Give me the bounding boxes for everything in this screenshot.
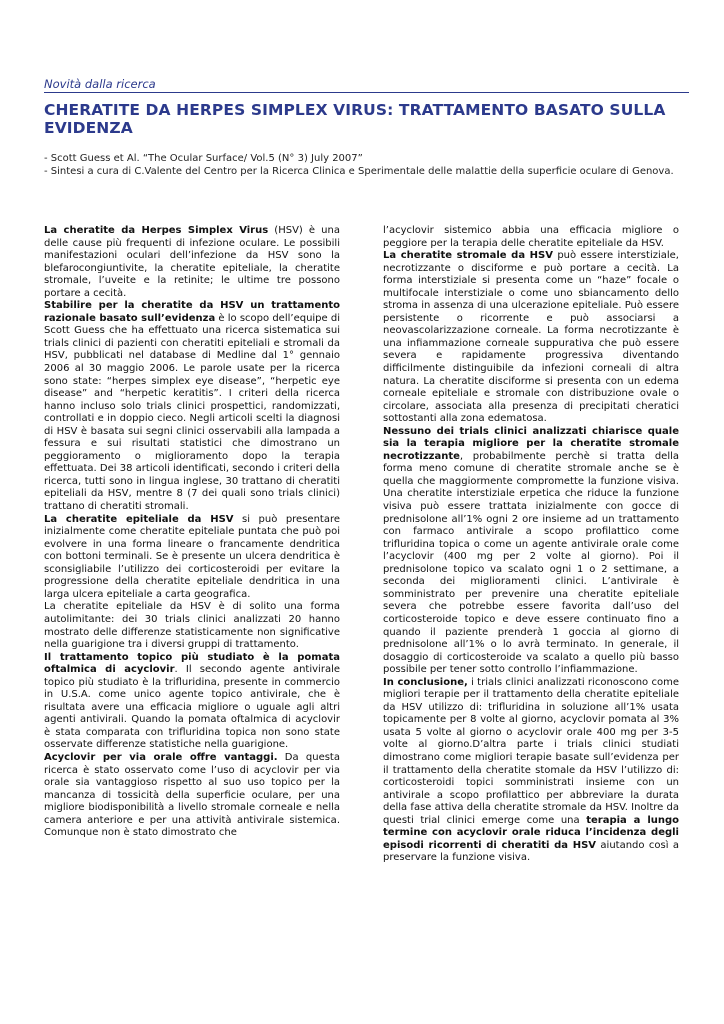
paragraph-oral-acyclovir-cont: l’acyclovir sistemico abbia una efficacia migliore o peggiore per la terapia delle cheratite epiteliale da HSV. bbox=[383, 225, 679, 249]
paragraph-topical-treatment: Il trattamento topico più studiato è la pomata oftalmica di acyclovir. Il secondo agente antivirale topico più studiato è la trifluridina, presente in commercio in U.S.A. come unico agente topico antivirale, che è risultata avere una efficacia migliore o uguale agli altri agenti antivirali. Quando la pomata oftalmica di acyclovir è stata comparata con trifluridina topica non sono state osservate differenze statistiche nella guarigione. bbox=[44, 651, 340, 751]
paragraph-conclusion: In conclusione, i trials clinici analizzati riconoscono come migliori terapie per il trattamento della cheratite epiteliale da HSV utilizzo di: trifluridina in soluzione all’1% usata topicamente per 8 volte al giorno, acyclovir pomata al 3% usata 5 volte al giorno o acyclovir orale 400 mg per 3-5 volte al giorno.D’altra parte i trials clinici studiati dimostrano come migliori terapie basate sull’evidenza per il trattamento della cheratite stomale da HSV l’utilizzo di: corticosteroidi topici somministrati insieme con un antivirale a scopo profilattico per abbreviare la durata della fase attiva della cheratite stromale da HSV. Inoltre da questi trial clinici emerge come una terapia a lungo termine con acyclovir orale riduca l’incidenza degli episodi ricorrenti di cheratiti da HSV aiutando così a preservare la funzione visiva. bbox=[383, 676, 680, 864]
section-header bbox=[44, 78, 689, 93]
left-column bbox=[44, 225, 340, 840]
paragraph-study-method: Stabilire per la cheratite da HSV un trattamento razionale basato sull’evidenza è lo scopo dell’equipe di Scott Guess che ha effettuato una ricerca sistematica sui trials clinici di pazienti con cheratiti epiteliali e stromali da HSV, pubblicati nel database di Medline dal 1° gennaio 2006 al 30 maggio 2006. Le parole usate per la ricerca sono state: “herpes simplex eye disease”, “herpetic eye disease” and “herpetic keratitis”. I criteri della ricerca hanno incluso solo trials clinici prospettici, randomizzati, controllati e in doppio cieco. Negli articoli scelti la diagnosi di HSV è basata sui segni clinici osservabili alla lampada a fessura e sui risultati statistici che dimostrano un peggioramento o miglioramento dopo la terapia effettuata. Dei 38 articoli identificati, secondo i criteri della ricerca, tutti sono in lingua inglese, 30 trattano di cheratiti epiteliali da HSV, mentre 8 (7 dei quali sono trials clinici) trattano di cheratiti stromali. bbox=[44, 300, 340, 513]
source-citation bbox=[44, 153, 684, 178]
section-divider bbox=[44, 92, 689, 93]
section-label: Novità dalla ricerca bbox=[44, 77, 156, 91]
paragraph-self-limiting: La cheratite epiteliale da HSV è di solito una forma autolimitante: dei 30 trials clinici analizzati 20 hanno mostrato delle differenze statisticamente non significative nella guarigione tra i diversi gruppi di trattamento. bbox=[44, 601, 340, 651]
paragraph-necrotizing-therapy: Nessuno dei trials clinici analizzati chiarisce quale sia la terapia migliore per la cheratite stromale necrotizzante, probabilmente perchè si tratta della forma meno comune di cheratite stromale anche se è quella che maggiormente compromette la funzione visiva. Una cheratite interstiziale erpetica che riduce la funzione visiva può essere trattata inizialmente con gocce di prednisolone all’1% ogni 2 ore insieme ad un trattamento con farmaco antivirale a scopo profilattico come trifluridina topica o come un agente antivirale orale come l’acyclovir (400 mg per 2 volte al giorno). Poi il prednisolone topico va scalato ogni 1 o 2 settimane, a seconda dei miglioramenti clinici. L’antivirale è somministrato per prevenire una cheratite epiteliale severa che potrebbe essere favorita dall’uso del corticosteroide topico e deve essere continuato fino a quando il paziente prenderà 1 goccia al giorno di prednisolone all’1% o lo avrà terminato. In generale, il dosaggio di corticosteroide va scalato a quello più basso possibile per tener sotto controllo l’infiammazione. bbox=[383, 425, 679, 676]
paragraph-stromal-keratitis: La cheratite stromale da HSV può essere interstiziale, necrotizzante o disciforme e può portare a cecità. La forma interstiziale si presenta come un “haze” focale o multifocale interstiziale o come uno sbiancamento dello stroma in assenza di una ulcerazione epiteliale. Può essere persistente o ricorrente e può associarsi a neovascolarizzazione corneale. La forma necrotizzante è una infiammazione corneale suppurativa che può essere severa e rapidamente progressiva diventando difficilmente distinguibile da infezioni corneali di altra natura. La cheratite disciforme si presenta con un edema corneale epiteliale e stromale con distribuzione ovale o circolare, associata alla presenza di precipitati cheratici sottostanti alla zona edematosa. bbox=[383, 250, 679, 425]
source-summary-credit: - Sintesi a cura di C.Valente del Centro per la Ricerca Clinica e Sperimentale delle malattie della superficie oculare di Genova. bbox=[44, 165, 674, 177]
source-reference: - Scott Guess et Al. “The Ocular Surface/ Vol.5 (N° 3) July 2007” bbox=[44, 153, 363, 164]
right-column bbox=[383, 225, 679, 865]
page-title: CHERATITE DA HERPES SIMPLEX VIRUS: TRATTAMENTO BASATO SULLA EVIDENZA bbox=[44, 101, 666, 137]
paragraph-oral-acyclovir: Acyclovir per via orale offre vantaggi. Da questa ricerca è stato osservato come l’uso di acyclovir per via orale sia vantaggioso rispetto al suo uso topico per la mancanza di tossicità della superficie oculare, per una migliore biodisponibilità a livello stromale corneale e nella camera anteriore e per una attività antivirale sistemica. Comunque non è stato dimostrato che bbox=[44, 751, 340, 839]
paragraph-intro: La cheratite da Herpes Simplex Virus (HSV) è una delle cause più frequenti di infezione oculare. Le possibili manifestazioni oculari dell’infezione da HSV sono la blefarocongiuntivite, la cheratite epiteliale, la cheratite stromale, l’uveite e la retinite; le ultime tre possono portare a cecità. bbox=[44, 225, 340, 299]
paragraph-epithelial-keratitis: La cheratite epiteliale da HSV si può presentare inizialmente come cheratite epiteliale puntata che può poi evolvere in una forma lineare o francamente dendritica con bottoni terminali. Se è presente un ulcera dendritica è sconsigliabile l’utilizzo dei corticosteroidi per evitare la progressione della cheratite epiteliale dendritica in una larga ulcera epiteliale a carta geografica. bbox=[44, 513, 340, 600]
